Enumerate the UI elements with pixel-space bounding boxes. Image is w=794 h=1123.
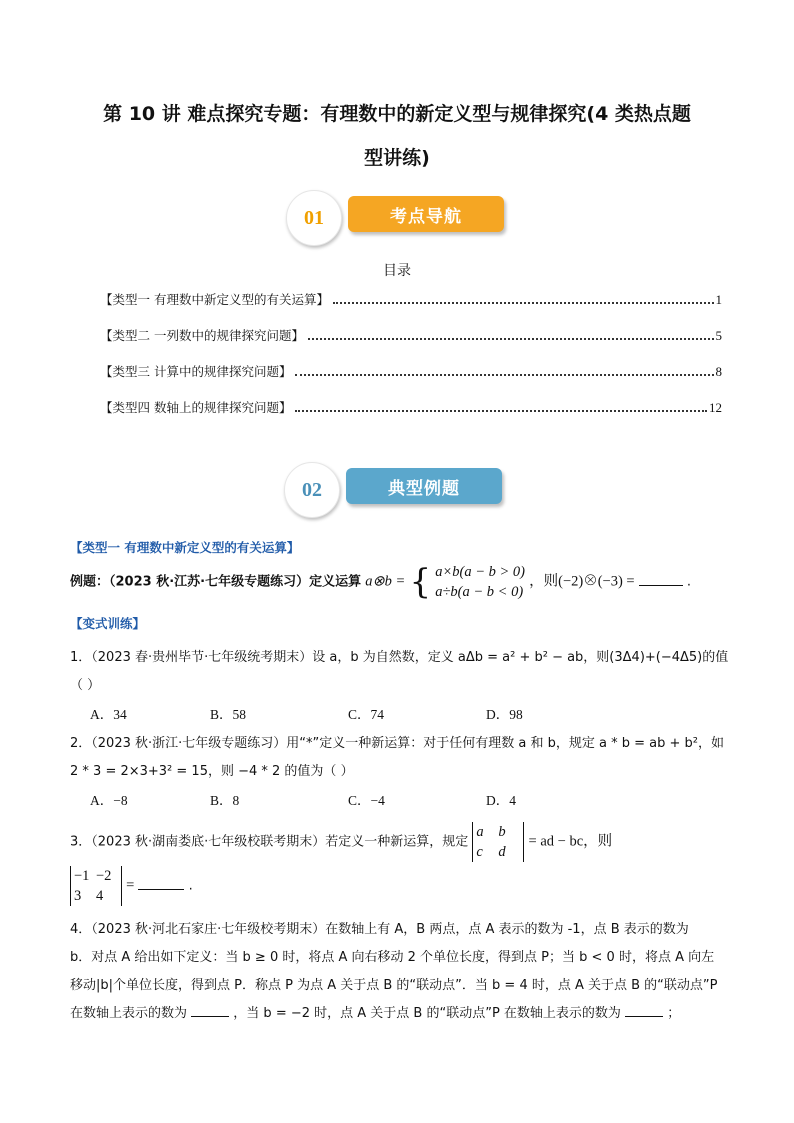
question-4-part-c: ； [667,1006,681,1021]
title-line-2: 型讲练) [364,147,430,169]
question-3-tail: = [126,877,135,894]
option-d[interactable]: D．98 [486,707,523,722]
toc-leader-dots [308,338,714,340]
matrix-cell: a [476,824,484,840]
lecture-title [60,92,734,180]
matrix-cell: d [498,844,506,860]
badge-number: 01 [286,190,342,246]
question-1-text: 1．（2023 春·贵州毕节·七年级统考期末）设 a，b 为自然数，定义 aΔb = a² + b² − ab，则(3Δ4)+(−4Δ5)的值 [70,650,729,665]
brace-icon: { [409,562,432,602]
badge-label: 考点导航 [348,196,504,232]
toc-item-label: 【类型二 一列数中的规律探究问题】 [100,328,304,343]
example-expression: a⊗b = [365,573,406,590]
toc-leader-dots [333,302,714,304]
section-badge-examples [284,462,506,518]
section-badge-navigation [286,190,508,246]
option-c[interactable]: C．−4 [348,793,385,808]
example-problem [70,562,691,602]
question-2-line-1: 2．（2023 秋·浙江·七年级专题练习）用“*”定义一种新运算：对于任何有理数 a 和 b，规定 a * b = ab + b²，如 [70,736,724,751]
toc-item[interactable] [100,324,722,344]
training-heading: 【变式训练】 [70,616,146,631]
matrix-cell: −1 [74,868,90,884]
matrix-cell: −2 [96,868,112,884]
toc-leader-dots [295,410,707,412]
answer-blank[interactable] [625,1016,663,1017]
toc-item[interactable] [100,288,722,308]
toc-item-page: 8 [715,364,722,379]
toc-item-page: 1 [715,292,722,307]
question-1-paren: （ ） [70,678,101,693]
badge-number: 02 [284,462,340,518]
determinant-value [70,866,122,906]
question-2-line-2: 2 * 3 = 2×3+3² = 15，则 −4 * 2 的值为（ ） [70,764,354,779]
toc-item-label: 【类型三 计算中的规律探究问题】 [100,364,292,379]
badge-label: 典型例题 [346,468,502,504]
question-4-line-2: b．对点 A 给出如下定义：当 b ≥ 0 时，将点 A 向右移动 2 个单位长度，得到点 P；当 b < 0 时，将点 A 向左 [70,950,715,965]
answer-blank[interactable] [639,585,683,586]
title-line-1: 第 10 讲 难点探究专题：有理数中的新定义型与规律探究(4 类热点题 [103,103,691,125]
matrix-cell: 3 [74,888,82,904]
question-4-part-b: ，当 b = −2 时，点 A 关于点 B 的“联动点”P 在数轴上表示的数为 [233,1006,621,1021]
question-3-line-2: −1 −2 3 4 = . [70,866,193,906]
piecewise-cases [435,562,525,602]
answer-blank[interactable] [191,1016,229,1017]
question-4-line-3: 移动|b|个单位长度，得到点 P．称点 P 为点 A 关于点 B 的“联动点”．当 b = 4 时，点 A 关于点 B 的“联动点”P [70,978,718,993]
section-heading-type1: 【类型一 有理数中新定义型的有关运算】 [70,540,300,555]
option-b[interactable]: B．8 [210,793,240,808]
question-4-line-4 [70,1002,680,1021]
answer-blank[interactable] [138,889,184,890]
case-2: a÷b(a − b < 0) [435,584,524,600]
example-prefix: 例题：（2023 秋·江苏·七年级专题练习）定义运算 [70,574,362,590]
option-a[interactable]: A．−8 [90,793,128,808]
toc-item-label: 【类型一 有理数中新定义型的有关运算】 [100,292,329,307]
toc-leader-dots [295,374,713,376]
matrix-cell: 4 [96,888,104,904]
question-4-part-a: 在数轴上表示的数为 [70,1006,188,1021]
matrix-cell: c [476,844,483,860]
question-3-prefix: 3．（2023 秋·湖南娄底·七年级校联考期末）若定义一种新运算，规定 [70,834,469,850]
matrix-cell: b [498,824,506,840]
toc-item[interactable] [100,396,722,416]
toc-item-page: 5 [715,328,722,343]
question-3-rhs: = ad − bc，则 [528,833,613,850]
option-a[interactable]: A．34 [90,707,127,722]
question-3-line-1 [70,822,612,862]
toc-item[interactable] [100,360,722,380]
question-4-line-1: 4．（2023 秋·河北石家庄·七年级校考期末）在数轴上有 A，B 两点，点 A 表示的数为 -1，点 B 表示的数为 [70,922,689,937]
example-suffix: ，则(−2)⊗(−3) = [529,573,635,590]
toc-item-page: 12 [709,400,722,415]
option-d[interactable]: D．4 [486,793,516,808]
toc-heading: 目录 [383,263,411,279]
option-c[interactable]: C．74 [348,707,385,722]
option-b[interactable]: B．58 [210,707,247,722]
case-1: a×b(a − b > 0) [435,564,525,580]
determinant-definition [472,822,524,862]
example-end: . [686,574,692,590]
toc-item-label: 【类型四 数轴上的规律探究问题】 [100,400,292,415]
